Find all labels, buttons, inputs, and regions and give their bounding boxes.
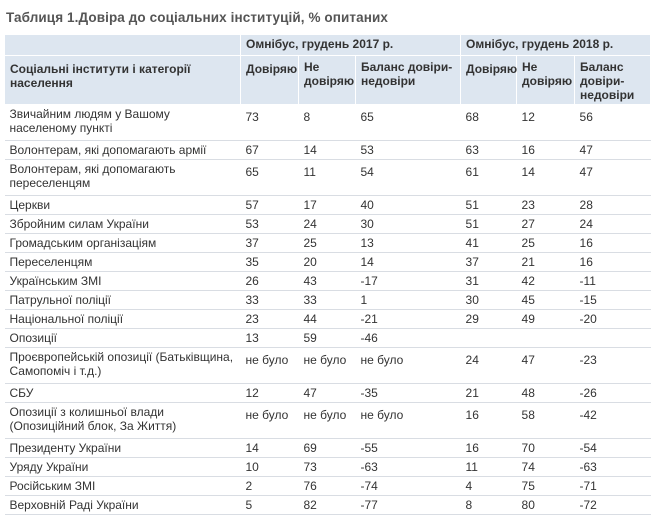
trust-2017: 14 <box>241 439 299 458</box>
balance-2017: 13 <box>356 234 461 253</box>
distrust-2018: 12 <box>517 105 575 141</box>
table-row <box>5 291 651 310</box>
table-row <box>5 196 651 215</box>
header-trust-2017: Довіряю <box>241 56 299 105</box>
distrust-2018: 45 <box>517 291 575 310</box>
trust-2017: 26 <box>241 272 299 291</box>
trust-2018: 31 <box>461 272 517 291</box>
distrust-2017: 24 <box>299 215 356 234</box>
distrust-2017: 76 <box>299 477 356 496</box>
table-row <box>5 272 651 291</box>
institution-name: Звичайним людям у Вашому населеному пункті <box>5 105 241 141</box>
balance-2017: 1 <box>356 291 461 310</box>
balance-2017: -46 <box>356 329 461 348</box>
distrust-2018: 27 <box>517 215 575 234</box>
institution-name: СБУ <box>5 384 241 403</box>
trust-2018: 41 <box>461 234 517 253</box>
trust-2017: 33 <box>241 291 299 310</box>
balance-2017: не було <box>356 348 461 384</box>
trust-2018: 37 <box>461 253 517 272</box>
trust-2018 <box>461 329 517 348</box>
institution-name: Церкви <box>5 196 241 215</box>
trust-2017: 57 <box>241 196 299 215</box>
distrust-2018: 75 <box>517 477 575 496</box>
distrust-2018: 25 <box>517 234 575 253</box>
distrust-2017: 47 <box>299 384 356 403</box>
header-balance-2018: Баланс довіри-недовіри <box>575 56 651 105</box>
trust-2018: 51 <box>461 215 517 234</box>
table-row <box>5 105 651 141</box>
table-row <box>5 384 651 403</box>
balance-2018: 24 <box>575 215 651 234</box>
trust-2017: 35 <box>241 253 299 272</box>
balance-2018: 56 <box>575 105 651 141</box>
balance-2018: 16 <box>575 234 651 253</box>
trust-2018: 24 <box>461 348 517 384</box>
distrust-2017: 44 <box>299 310 356 329</box>
balance-2017: 14 <box>356 253 461 272</box>
distrust-2017: 14 <box>299 141 356 160</box>
institution-name: Російським ЗМІ <box>5 477 241 496</box>
institution-name: Українським ЗМІ <box>5 272 241 291</box>
trust-2018: 29 <box>461 310 517 329</box>
table-row <box>5 458 651 477</box>
balance-2017: не було <box>356 403 461 439</box>
distrust-2017: 69 <box>299 439 356 458</box>
table-row <box>5 141 651 160</box>
balance-2017: 40 <box>356 196 461 215</box>
balance-2018: -11 <box>575 272 651 291</box>
table-row <box>5 234 651 253</box>
trust-2017: 12 <box>241 384 299 403</box>
distrust-2017: 82 <box>299 496 356 515</box>
trust-2018: 21 <box>461 384 517 403</box>
table-row <box>5 496 651 515</box>
balance-2018: -54 <box>575 439 651 458</box>
trust-2018: 63 <box>461 141 517 160</box>
trust-2018: 11 <box>461 458 517 477</box>
balance-2018 <box>575 329 651 348</box>
trust-2017: не було <box>241 403 299 439</box>
trust-2017: 73 <box>241 105 299 141</box>
institution-name: Національної поліції <box>5 310 241 329</box>
balance-2017: -77 <box>356 496 461 515</box>
distrust-2018: 16 <box>517 141 575 160</box>
trust-2017: 53 <box>241 215 299 234</box>
distrust-2017: 25 <box>299 234 356 253</box>
balance-2017: -17 <box>356 272 461 291</box>
header-empty-cell <box>5 35 241 56</box>
trust-2018: 68 <box>461 105 517 141</box>
distrust-2018: 47 <box>517 348 575 384</box>
header-group-row <box>5 35 651 56</box>
balance-2017: -74 <box>356 477 461 496</box>
institution-name: Волонтерам, які допомагають переселенцям <box>5 160 241 196</box>
distrust-2017: 17 <box>299 196 356 215</box>
trust-table <box>4 34 651 515</box>
institution-name: Проєвропейській опозиції (Батьківщина, Самопоміч і т.д.) <box>5 348 241 384</box>
distrust-2017: 73 <box>299 458 356 477</box>
institution-name: Переселенцям <box>5 253 241 272</box>
balance-2017: -55 <box>356 439 461 458</box>
trust-2018: 16 <box>461 403 517 439</box>
institution-name: Уряду України <box>5 458 241 477</box>
table-row <box>5 439 651 458</box>
distrust-2018: 49 <box>517 310 575 329</box>
balance-2018: 16 <box>575 253 651 272</box>
institution-name: Президенту України <box>5 439 241 458</box>
balance-2017: 65 <box>356 105 461 141</box>
distrust-2017: 33 <box>299 291 356 310</box>
distrust-2018: 42 <box>517 272 575 291</box>
balance-2017: 30 <box>356 215 461 234</box>
trust-2017: 23 <box>241 310 299 329</box>
trust-2018: 16 <box>461 439 517 458</box>
trust-2018: 51 <box>461 196 517 215</box>
table-row <box>5 477 651 496</box>
distrust-2017: 43 <box>299 272 356 291</box>
balance-2018: -26 <box>575 384 651 403</box>
institution-name: Збройним силам України <box>5 215 241 234</box>
trust-2017: не було <box>241 348 299 384</box>
header-group-2018: Омнібус, грудень 2018 р. <box>461 35 651 56</box>
balance-2018: -71 <box>575 477 651 496</box>
header-distrust-2018: Не довіряю <box>517 56 575 105</box>
distrust-2018: 14 <box>517 160 575 196</box>
balance-2017: -35 <box>356 384 461 403</box>
balance-2017: 53 <box>356 141 461 160</box>
trust-2017: 5 <box>241 496 299 515</box>
balance-2018: -42 <box>575 403 651 439</box>
distrust-2018: 58 <box>517 403 575 439</box>
trust-2017: 13 <box>241 329 299 348</box>
distrust-2018: 23 <box>517 196 575 215</box>
table-row <box>5 348 651 384</box>
header-columns-row <box>5 56 651 105</box>
header-trust-2018: Довіряю <box>461 56 517 105</box>
balance-2018: -63 <box>575 458 651 477</box>
table-row <box>5 310 651 329</box>
distrust-2018: 48 <box>517 384 575 403</box>
table-title: Таблиця 1.Довіра до соціальних інституцій, % опитаних <box>6 10 388 25</box>
distrust-2018: 70 <box>517 439 575 458</box>
institution-name: Опозиції з колишньої влади (Опозиційний блок, За Життя) <box>5 403 241 439</box>
table-row <box>5 160 651 196</box>
distrust-2018 <box>517 329 575 348</box>
balance-2018: -23 <box>575 348 651 384</box>
distrust-2017: 8 <box>299 105 356 141</box>
distrust-2017: 20 <box>299 253 356 272</box>
distrust-2018: 74 <box>517 458 575 477</box>
header-group-2017: Омнібус, грудень 2017 р. <box>241 35 461 56</box>
institution-name: Патрульної поліції <box>5 291 241 310</box>
trust-2018: 61 <box>461 160 517 196</box>
table-row <box>5 215 651 234</box>
trust-2017: 37 <box>241 234 299 253</box>
balance-2017: 54 <box>356 160 461 196</box>
institution-name: Волонтерам, які допомагають армії <box>5 141 241 160</box>
table-body <box>5 105 651 515</box>
distrust-2017: 11 <box>299 160 356 196</box>
balance-2018: -15 <box>575 291 651 310</box>
balance-2018: -72 <box>575 496 651 515</box>
balance-2018: -20 <box>575 310 651 329</box>
balance-2018: 28 <box>575 196 651 215</box>
header-distrust-2017: Не довіряю <box>299 56 356 105</box>
distrust-2018: 80 <box>517 496 575 515</box>
trust-2018: 8 <box>461 496 517 515</box>
trust-2017: 67 <box>241 141 299 160</box>
trust-2017: 10 <box>241 458 299 477</box>
institution-name: Верховній Раді України <box>5 496 241 515</box>
distrust-2017: не було <box>299 348 356 384</box>
distrust-2018: 21 <box>517 253 575 272</box>
table-row <box>5 329 651 348</box>
institution-name: Громадським організаціям <box>5 234 241 253</box>
balance-2017: -21 <box>356 310 461 329</box>
trust-2017: 65 <box>241 160 299 196</box>
balance-2018: 47 <box>575 160 651 196</box>
header-institution: Соціальні інститути і категорії населення <box>5 56 241 105</box>
distrust-2017: не було <box>299 403 356 439</box>
balance-2017: -63 <box>356 458 461 477</box>
distrust-2017: 59 <box>299 329 356 348</box>
institution-name: Опозиції <box>5 329 241 348</box>
trust-2018: 30 <box>461 291 517 310</box>
header-balance-2017: Баланс довіри-недовіри <box>356 56 461 105</box>
table-row <box>5 253 651 272</box>
balance-2018: 47 <box>575 141 651 160</box>
trust-2017: 2 <box>241 477 299 496</box>
trust-2018: 4 <box>461 477 517 496</box>
table-row <box>5 403 651 439</box>
